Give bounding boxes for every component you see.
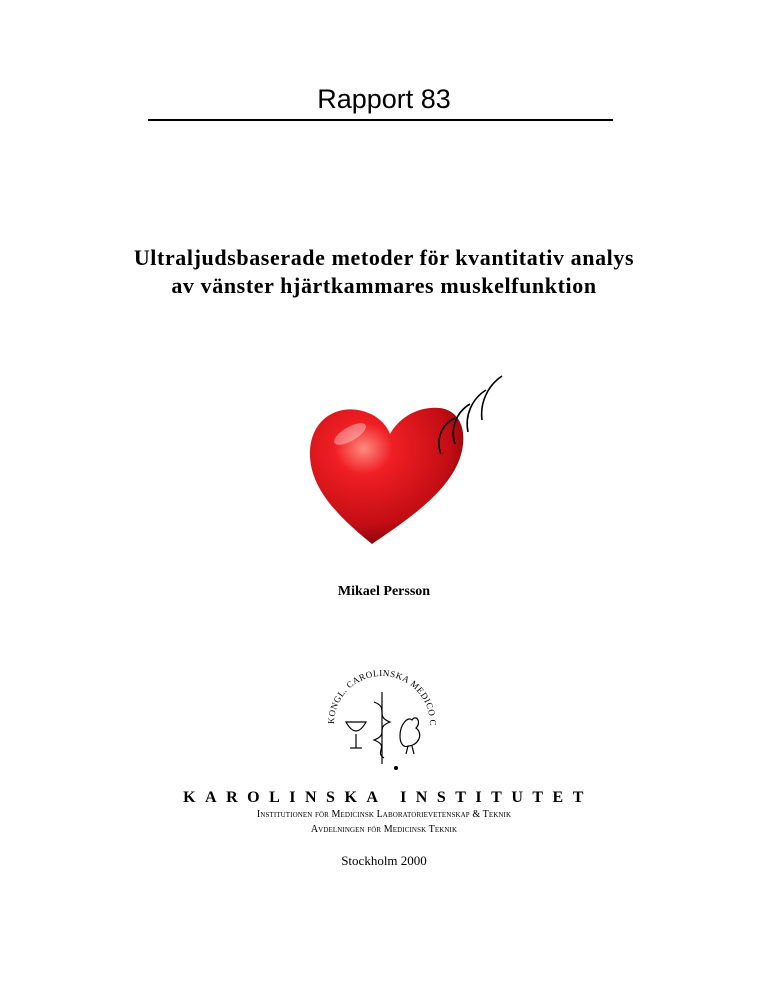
title-rule (148, 119, 613, 121)
svg-text:KONGL. CAROLINSKA MEDICO CHIRU: KONGL. CAROLINSKA MEDICO C (325, 667, 439, 727)
title-line-2: av vänster hjärtkammares muskelfunktion (171, 273, 597, 298)
place-and-year: Stockholm 2000 (341, 853, 427, 868)
institute-seal (312, 664, 452, 784)
department-line-1: Institutionen för Medicinsk Laboratorievetenskap & Teknik (256, 809, 512, 820)
heart-icon (300, 368, 520, 548)
heart-illustration (300, 368, 520, 548)
author-name: Mikael Persson (337, 584, 431, 599)
department-line-2: Avdelningen för Medicinsk Teknik (310, 824, 458, 835)
seal-emblem-icon (312, 664, 452, 784)
document-title (0, 244, 768, 300)
report-number-title: Rapport 83 (317, 84, 451, 114)
heart-shape (310, 408, 463, 544)
title-line-1: Ultraljudsbaserade metoder för kvantitativ analys (133, 245, 635, 270)
institution-name: KAROLINSKA INSTITUTET (183, 789, 593, 806)
